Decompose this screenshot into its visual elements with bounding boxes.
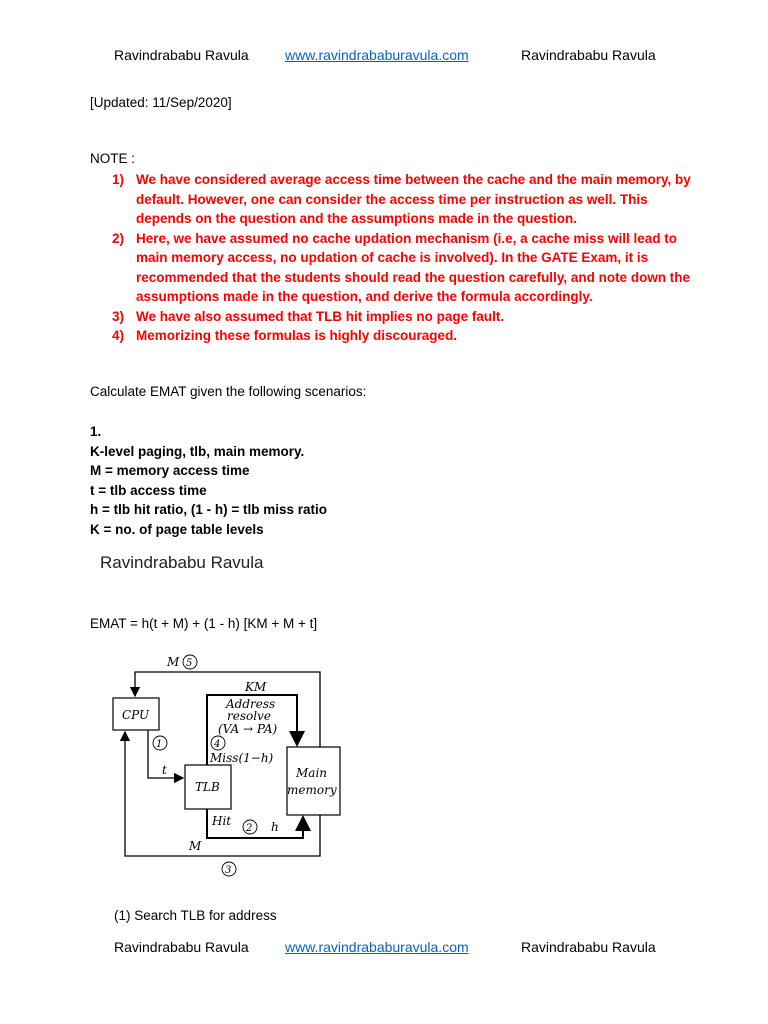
scenario-line: t = tlb access time [90, 482, 207, 498]
step-caption: (1) Search TLB for address [114, 908, 277, 923]
note-item: 4) Memorizing these formulas is highly discouraged. [112, 328, 458, 343]
footer-website-link[interactable]: www.ravindrababuravula.com [285, 939, 469, 955]
h-label: h [271, 820, 279, 834]
step-4-number: 4 [214, 739, 221, 750]
footer-author-left: Ravindrababu Ravula [114, 939, 249, 955]
note-list [112, 170, 692, 346]
resolve-label: resolve [227, 709, 271, 723]
hit-label: Hit [212, 814, 232, 828]
header-author-left: Ravindrababu Ravula [114, 47, 249, 63]
scenario-line: K-level paging, tlb, main memory. [90, 443, 305, 459]
header-author-right: Ravindrababu Ravula [521, 47, 656, 63]
step-5-number: 5 [186, 658, 193, 669]
updated-date: [Updated: 11/Sep/2020] [90, 95, 232, 110]
cpu-label: CPU [122, 708, 150, 722]
main-memory-label-2: memory [287, 783, 337, 797]
address-label: Address [226, 697, 276, 711]
main-memory-box [287, 747, 340, 815]
step-1-number: 1 [156, 739, 163, 750]
note-label: NOTE : [90, 151, 136, 166]
scenario-1 [90, 422, 327, 539]
step-2-number: 2 [246, 823, 253, 834]
top-m-label: M [167, 655, 180, 669]
tlb-label: TLB [195, 780, 220, 794]
footer-author-right: Ravindrababu Ravula [521, 939, 656, 955]
step-3-number: 3 [225, 865, 232, 876]
t-label: t [162, 763, 167, 777]
note-item: 3) We have also assumed that TLB hit implies no page fault. [112, 308, 505, 324]
va-pa-label: (VA → PA) [218, 722, 278, 736]
scenario-line: K = no. of page table levels [90, 521, 264, 537]
note-item: 1) We have considered average access time between the cache and the main memory, by default. However, one can consider the access time per instruction as well. This depends on the question and the assumptions made in the question. [112, 172, 691, 226]
miss-label: Miss(1−h) [210, 751, 274, 765]
bottom-m-label: M [189, 839, 202, 853]
note-item: 2) Here, we have assumed no cache updation mechanism (i.e, a cache miss will lead to main memory access, no updation of cache is involved). In the GATE Exam, it is recommended that the students should read the question carefully, and note down the assumptions made in the question, and derive the formula accordingly. [112, 230, 691, 304]
header-website-link[interactable]: www.ravindrababuravula.com [285, 47, 469, 63]
scenario-line: h = tlb hit ratio, (1 - h) = tlb miss ratio [90, 502, 328, 517]
emat-diagram [100, 650, 360, 880]
main-memory-label-1: Main [296, 766, 328, 780]
emat-formula: EMAT = h(t + M) + (1 - h) [KM + M + t] [90, 616, 318, 631]
scenario-line: M = memory access time [90, 463, 250, 478]
km-label: KM [245, 680, 267, 694]
intro-text: Calculate EMAT given the following scenarios: [90, 384, 367, 399]
scenario-number: 1. [90, 424, 102, 439]
watermark-name: Ravindrababu Ravula [100, 553, 264, 572]
